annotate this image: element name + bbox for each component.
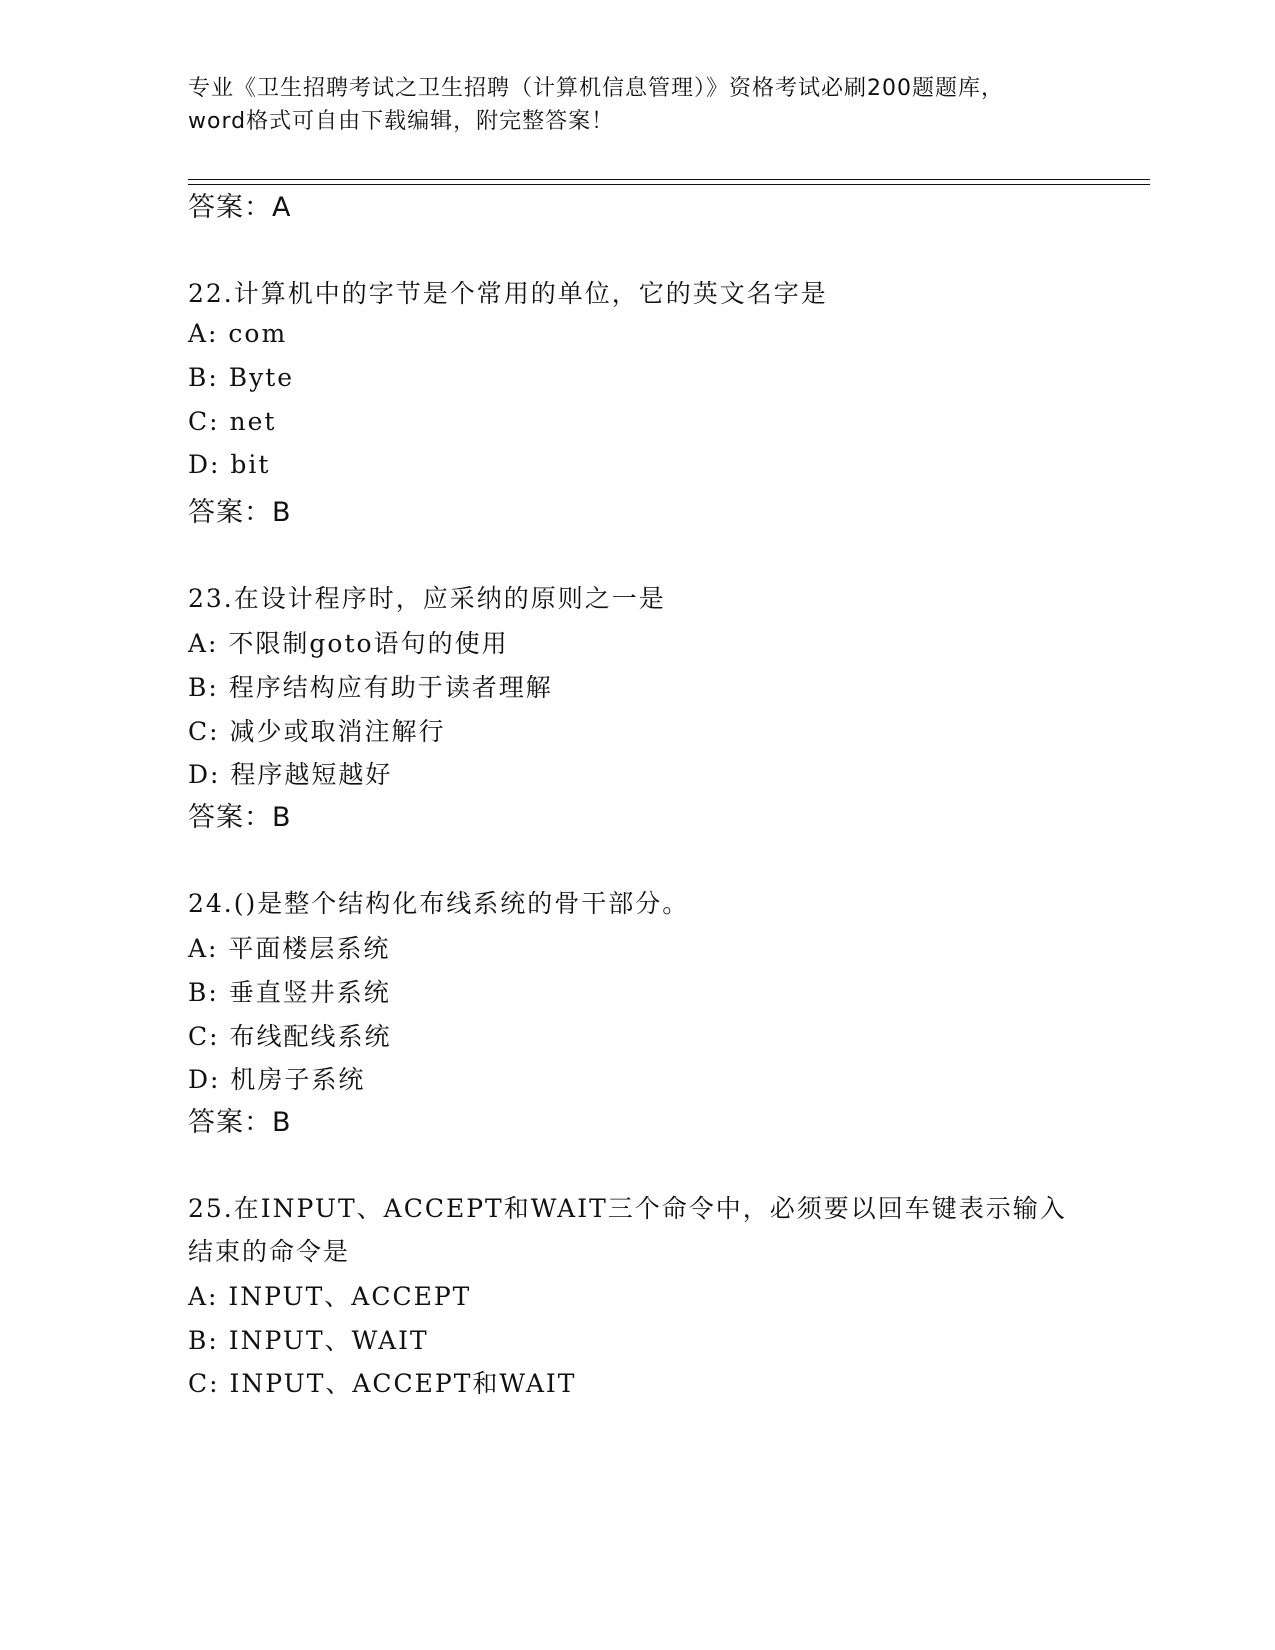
- q24-option-c: C: 布线配线系统: [188, 1022, 392, 1051]
- question-24: 24.()是整个结构化布线系统的骨干部分。: [188, 889, 690, 918]
- q22-option-b: B: Byte: [188, 363, 295, 392]
- answer-21: 答案：A: [188, 192, 292, 223]
- q24-option-d: D: 机房子系统: [188, 1065, 366, 1094]
- q22-option-d: D: bit: [188, 450, 271, 479]
- q22-option-a: A: com: [188, 319, 288, 348]
- q24-option-b: B: 垂直竖井系统: [188, 978, 391, 1007]
- question-23: 23.在设计程序时，应采纳的原则之一是: [188, 584, 666, 613]
- question-25-line-2: 结束的命令是: [188, 1237, 351, 1266]
- q24-answer: 答案：B: [188, 1107, 292, 1138]
- q23-option-b: B: 程序结构应有助于读者理解: [188, 673, 553, 702]
- q22-option-c: C: net: [188, 407, 277, 436]
- header-line-2: word格式可自由下载编辑，附完整答案！: [188, 109, 615, 134]
- q23-option-c: C: 减少或取消注解行: [188, 717, 446, 746]
- q23-option-a: A: 不限制goto语句的使用: [188, 629, 509, 658]
- question-25-line-1: 25.在INPUT、ACCEPT和WAIT三个命令中，必须要以回车键表示输入: [188, 1194, 1067, 1223]
- q23-answer: 答案：B: [188, 802, 292, 833]
- q23-option-d: D: 程序越短越好: [188, 760, 393, 789]
- q24-option-a: A: 平面楼层系统: [188, 934, 391, 963]
- q25-option-a: A: INPUT、ACCEPT: [188, 1282, 472, 1311]
- header-line-1: 专业《卫生招聘考试之卫生招聘（计算机信息管理）》资格考试必刷200题题库，: [188, 76, 1004, 101]
- q25-option-b: B: INPUT、WAIT: [188, 1326, 429, 1355]
- q22-answer: 答案：B: [188, 497, 292, 528]
- header-rule-top: [188, 179, 1150, 180]
- document-header: [188, 72, 1068, 138]
- header-rule-bottom: [188, 184, 1150, 185]
- question-22: 22.计算机中的字节是个常用的单位，它的英文名字是: [188, 279, 828, 308]
- q25-option-c: C: INPUT、ACCEPT和WAIT: [188, 1369, 577, 1398]
